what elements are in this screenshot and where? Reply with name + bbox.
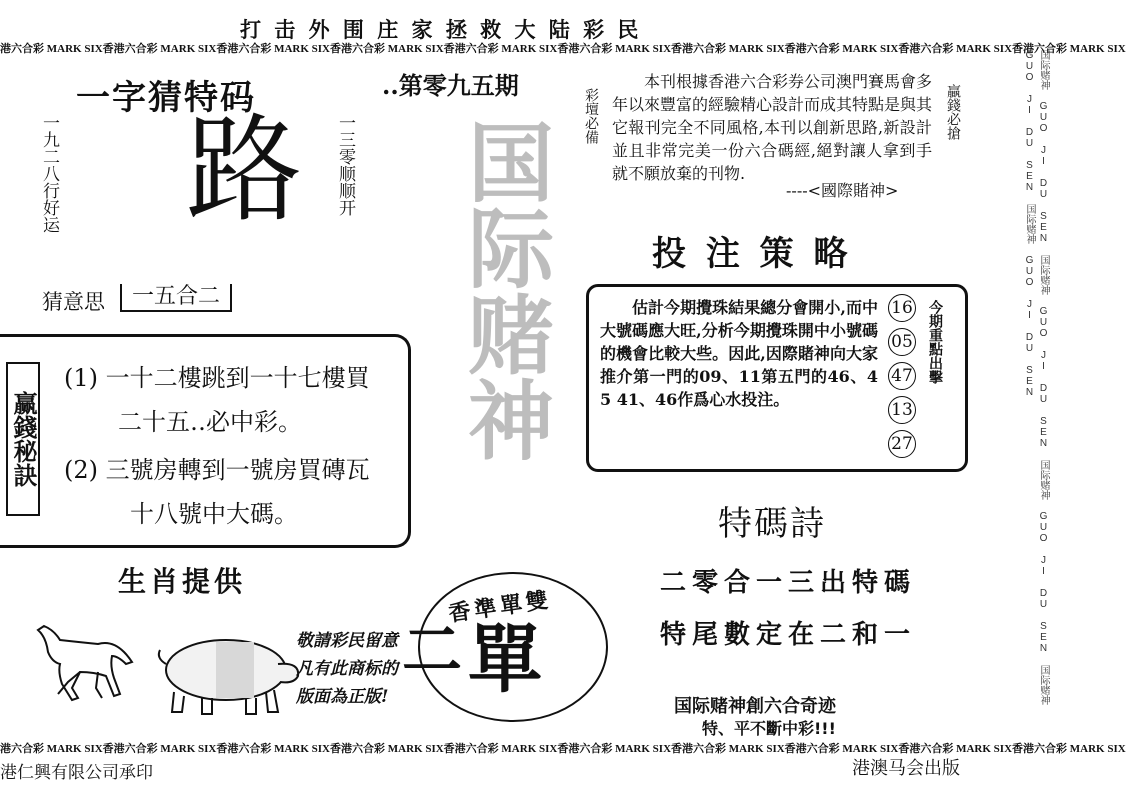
- secret-line-2: 二十五‥必中彩。: [118, 408, 303, 436]
- masthead-vertical-title: 国际赌神: [453, 118, 554, 462]
- slogan-line-2: 特、平不斷中彩!!!: [702, 719, 836, 738]
- guess-meaning-label: 猜意思: [42, 290, 105, 314]
- intro-text: 本刊根據香港六合彩券公司澳門賽馬會多年以來豐富的經驗精心設計而成其特點是與其它報刊完全不同風格,本刊以創新思路,新設計並且非常完美一份六合碼經,絕對讓人拿到手就不願放棄的刊物.: [612, 72, 933, 183]
- strategy-number-3: 47: [888, 362, 916, 390]
- pig-illustration: [154, 628, 304, 716]
- secret-line-1: (1) 一十二樓跳到一十七樓買: [64, 364, 370, 392]
- poem-line-1: 二零合一三出特碼: [660, 568, 917, 598]
- horse-illustration: [28, 612, 138, 702]
- poem-line-2: 特尾數定在二和一: [660, 620, 917, 650]
- strategy-title: 投 注 策 略: [652, 234, 852, 274]
- strategy-number-4: 13: [888, 396, 916, 424]
- strategy-number-1: 16: [888, 294, 916, 322]
- guess-right-vertical: 一三零顺顺开: [335, 114, 355, 216]
- header-slogan: 打 击 外 围 庄 家 拯 救 大 陆 彩 民: [240, 17, 642, 42]
- intro-right-vertical: 贏錢必搶: [945, 84, 961, 140]
- guess-title: 一字猜特码: [76, 78, 256, 118]
- footer-left: 港仁興有限公司承印: [0, 763, 153, 783]
- notice-line-2: 凡有此商标的: [296, 659, 398, 679]
- secret-side-label: 赢錢秘訣: [6, 362, 40, 516]
- guess-left-vertical: 一九二八行好运: [39, 114, 59, 233]
- secret-line-3: (2) 三號房轉到一號房買磚瓦: [64, 456, 370, 484]
- poem-title: 特碼詩: [718, 504, 826, 544]
- mark-six-strip-bottom: 港六合彩 MARK SIX香港六合彩 MARK SIX香港六合彩 MARK SIX香港六合彩 MARK SIX香港六合彩 MARK SIX香港六合彩 MARK SIX香港六合彩 MARK SIX香港六合彩 MARK SIX香港六合彩 MARK SIX香港六合彩 MARK SIX: [0, 743, 1126, 755]
- notice-line-1: 敬請彩民留意: [296, 631, 398, 651]
- slogan-line-1: 国际赌神創六合奇迹: [674, 696, 836, 717]
- intro-signature: ----<國際賭神>: [786, 181, 899, 200]
- badge-left-char: 二: [402, 616, 462, 686]
- footer-right: 港澳马会出版: [852, 758, 960, 779]
- strategy-side-vertical: 今期重點出擊: [927, 300, 943, 384]
- badge-char: 單: [468, 617, 542, 703]
- badge-ring-text: 香準單雙: [446, 586, 554, 628]
- intro-left-vertical: 彩壇必備: [583, 88, 599, 144]
- strategy-text: 估計今期攪珠結果總分會開小,而中大號碼應大旺,分析今期攪珠開中小號碼的機會比較大些。因此,因際賭神向大家推介第一門的09、11第五門的46、45 41、46作爲心水投注。: [600, 298, 878, 409]
- guess-character: 路: [186, 103, 302, 238]
- secret-line-4: 十八號中大碼。: [130, 500, 298, 528]
- zodiac-title: 生肖提供: [118, 565, 247, 598]
- right-margin-vertical: 国际赌神 GUO JI DU SEN 国际赌神 GUO JI DU SEN 国际赌神 GUO JI DU SEN 国际赌神 GUO JI DU SEN 国际赌神 GUO JI DU SEN: [1024, 50, 1049, 705]
- guess-meaning-value: 一五合二: [120, 284, 232, 312]
- issue-label: ..第零九五期: [382, 71, 519, 100]
- strategy-number-5: 27: [888, 430, 916, 458]
- mark-six-strip-top: 港六合彩 MARK SIX香港六合彩 MARK SIX香港六合彩 MARK SIX香港六合彩 MARK SIX香港六合彩 MARK SIX香港六合彩 MARK SIX香港六合彩 MARK SIX香港六合彩 MARK SIX香港六合彩 MARK SIX香港六合彩 MARK SIX: [0, 43, 1126, 55]
- strategy-number-2: 05: [888, 328, 916, 356]
- notice-line-3: 版面為正版!: [296, 687, 389, 707]
